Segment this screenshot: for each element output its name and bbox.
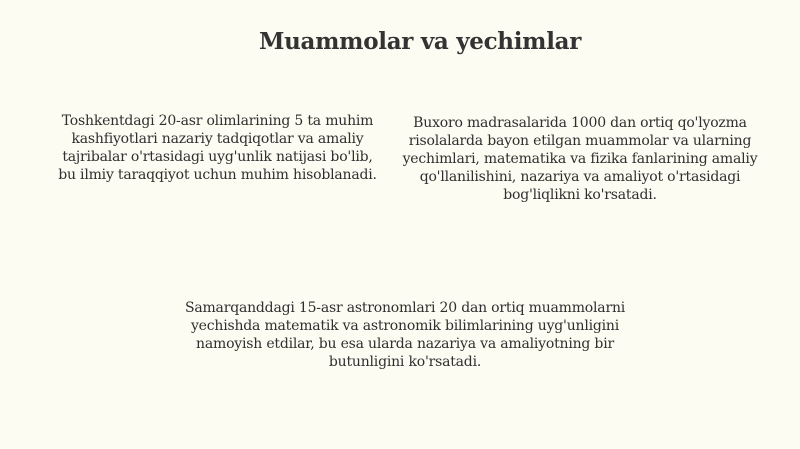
paragraph-bukhara: Buxoro madrasalarida 1000 dan ortiq qo'lyozma risolalarda bayon etilgan muammolar va ularning yechimlari, matematika va fizika fanlarining amaliy qo'llanilishini, nazariya va amaliyot o'rtasidagi bog'liqlikni ko'rsatadi.: [402, 115, 758, 203]
paragraph-samarkand: Samarqanddagi 15-asr astronomlari 20 dan ortiq muammolarni yechishda matematik va astronomik bilimlarining uyg'unligini namoyish etdilar, bu esa ularda nazariya va amaliyotning bir butunligini ko'rsatadi.: [184, 300, 626, 370]
slide-title: Muammolar va yechimlar: [258, 28, 582, 55]
paragraph-tashkent: Toshkentdagi 20-asr olimlarining 5 ta muhim kashfiyotlari nazariy tadqiqotlar va amaliy tajribalar o'rtasidagi uyg'unlik natijasi bo'lib, bu ilmiy taraqqiyot uchun muhim hisoblanadi.: [58, 113, 377, 183]
